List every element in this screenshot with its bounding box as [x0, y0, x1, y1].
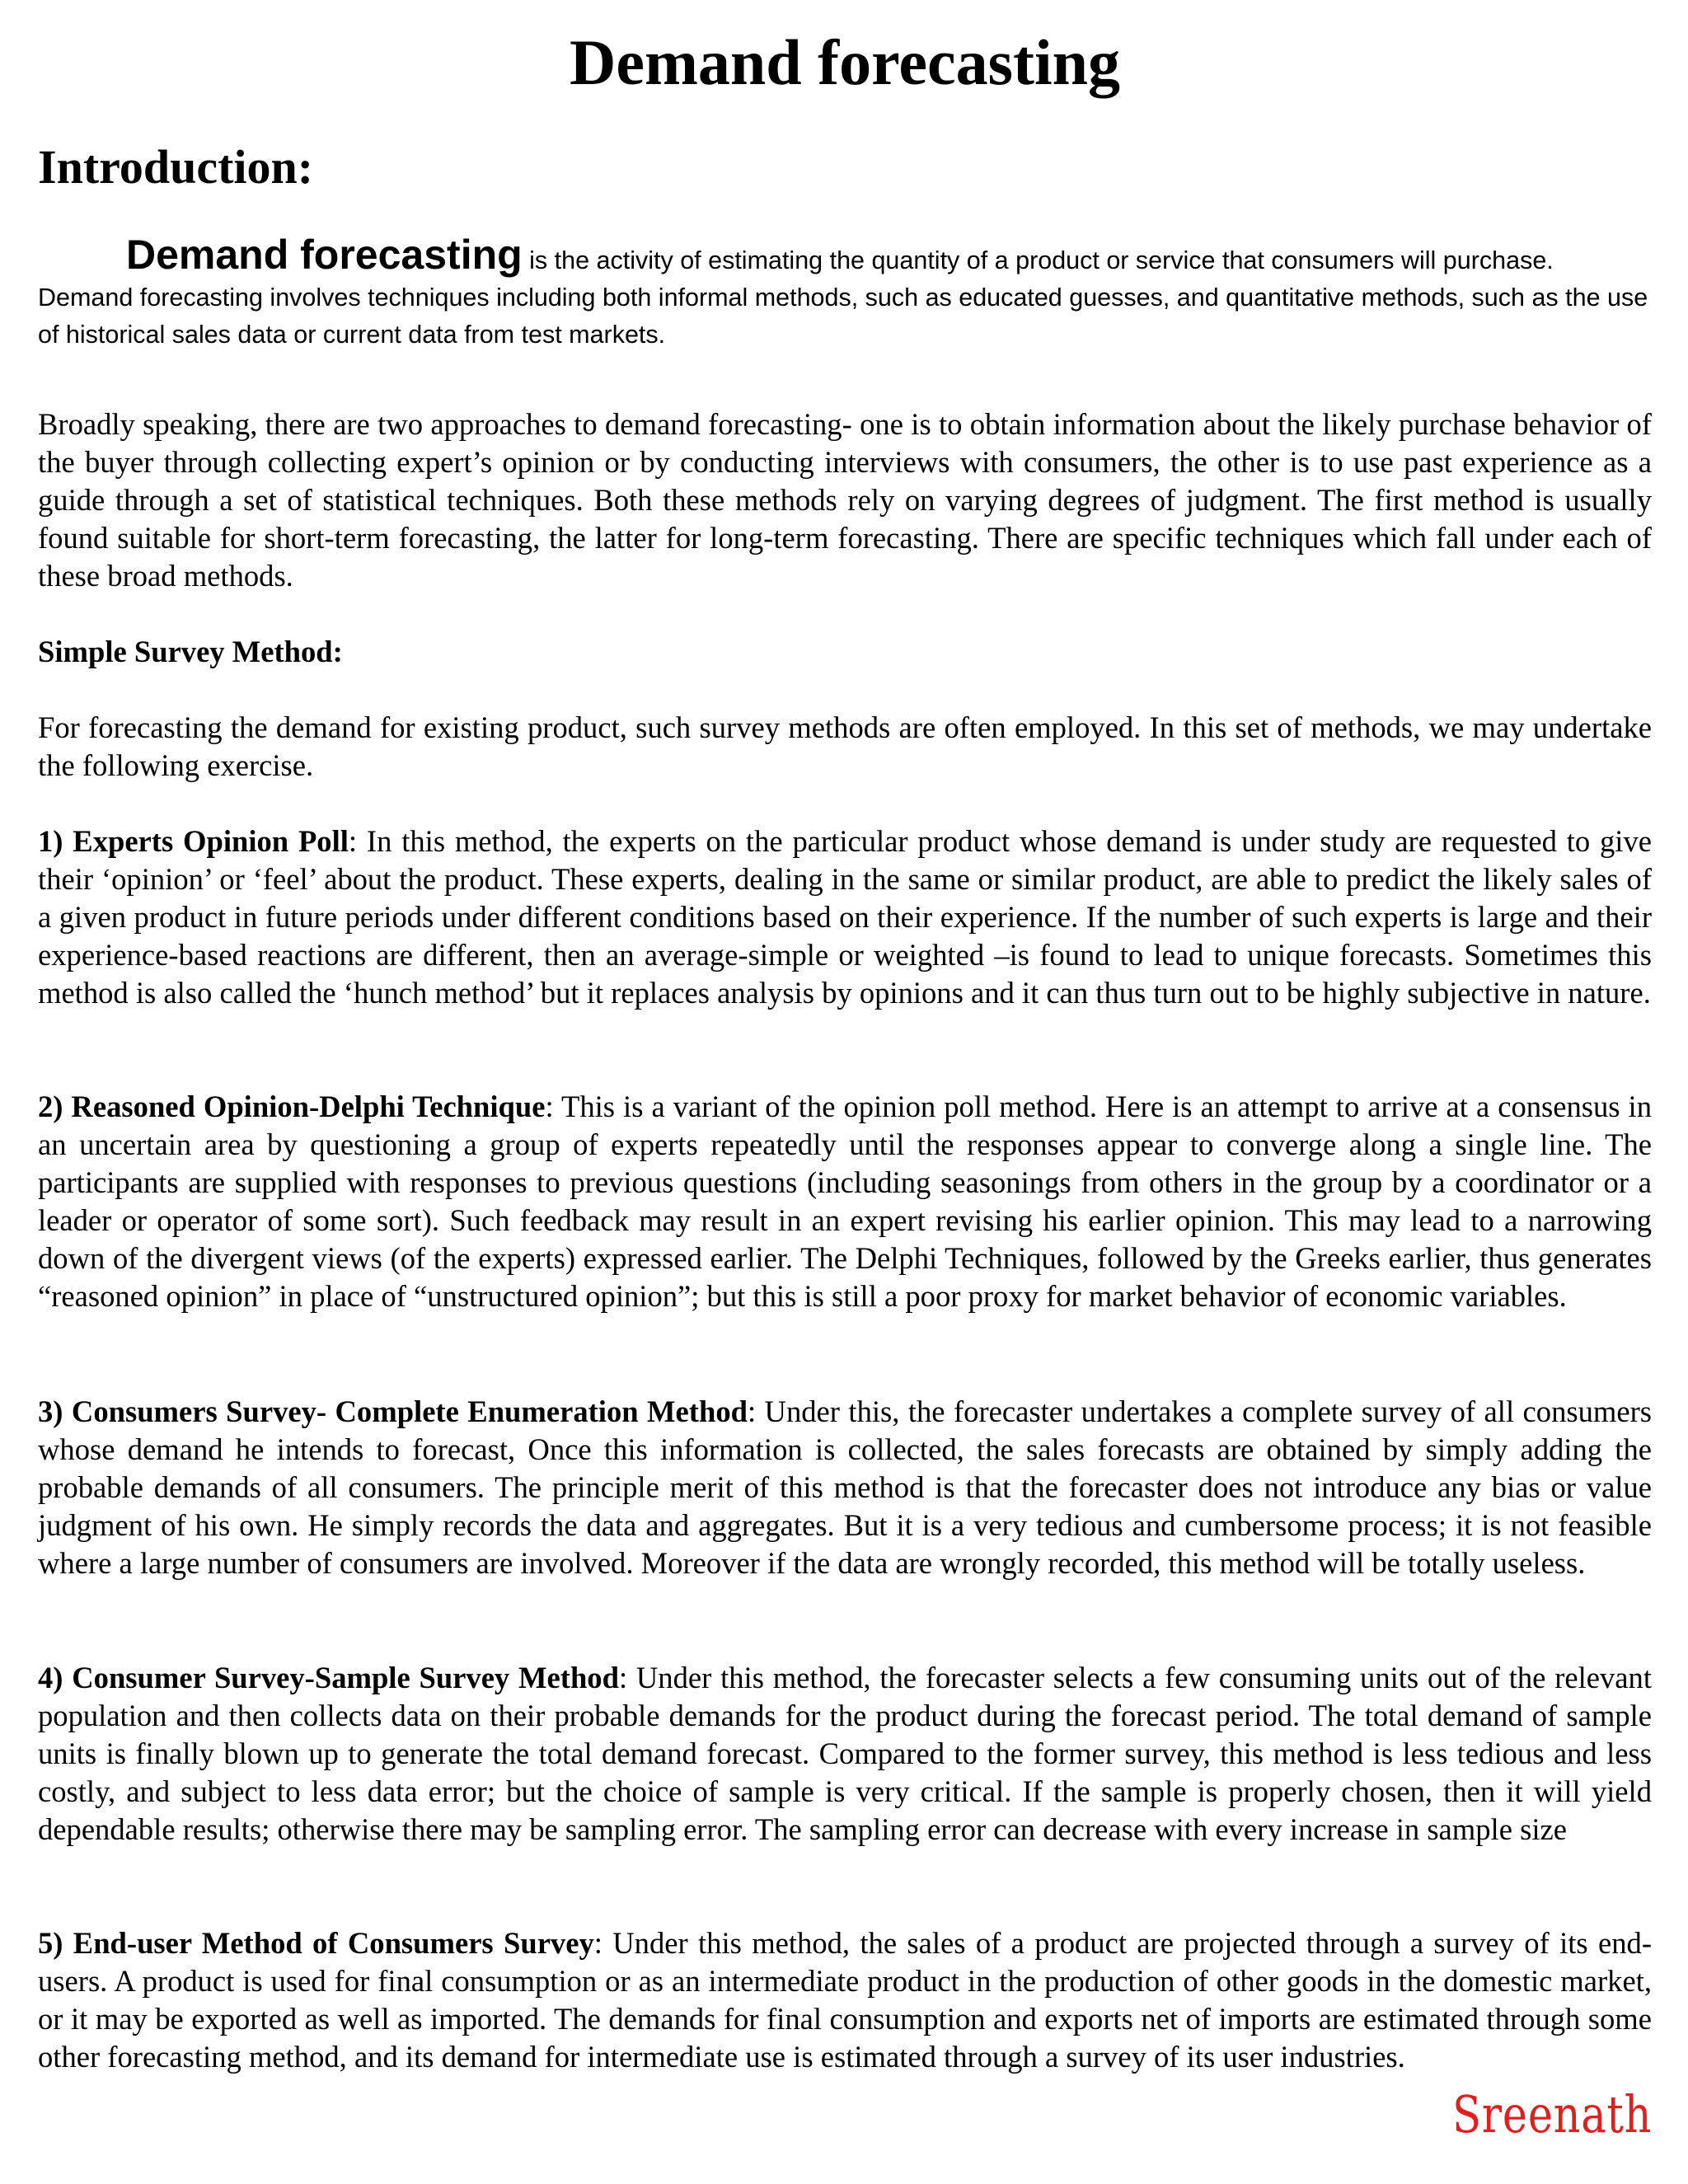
- method-text: : Under this, the forecaster undertakes a complete survey of all consumers whose demand he intends to forecast, Once this information is collected, the sales forecasts are obtained by simply adding the probable demands of all consumers. The principle merit of this method is that the forecaster does not introduce any bias or value judgment of his own. He simply records the data and aggregates. But it is a very tedious and cumbersome process; it is not feasible where a large number of consumers are involved. Moreover if the data are wrongly recorded, this method will be totally useless.: [38, 1394, 1652, 1580]
- method-text: : Under this method, the forecaster selects a few consuming units out of the relevant population and then collects data on their probable demands for the product during the forecast period. The total demand of sample units is finally blown up to generate the total demand forecast. Compared to the former survey, this method is less tedious and less costly, and subject to less data error; but the choice of sample is very critical. If the sample is properly chosen, then it will yield dependable results; otherwise there may be sampling error. The sampling error can decrease with every increase in sample size: [38, 1661, 1652, 1846]
- introduction-paragraph: [38, 234, 1652, 354]
- method-title: 1) Experts Opinion Poll: [38, 824, 349, 858]
- method-title: 3) Consumers Survey- Complete Enumeration Method: [38, 1394, 748, 1428]
- introduction-text: is the activity of estimating the quantity of a product or service that consumers will purchase. Demand forecasting involves techniques including both informal methods, such as educated guesses, and quantitative methods, such as the use of historical sales data or current data from test markets.: [38, 246, 1648, 349]
- method-title: 5) End-user Method of Consumers Survey: [38, 1926, 594, 1960]
- approaches-paragraph: Broadly speaking, there are two approaches to demand forecasting- one is to obtain information about the likely purchase behavior of the buyer through collecting expert’s opinion or by conducting interviews with consumers, the other is to use past experience as a guide through a set of statistical techniques. Both these methods rely on varying degrees of judgment. The first method is usually found suitable for short-term forecasting, the latter for long-term forecasting. There are specific techniques which fall under each of these broad methods.: [38, 407, 1652, 593]
- survey-intro-paragraph: For forecasting the demand for existing product, such survey methods are often employed. In this set of methods, we may undertake the following exercise.: [38, 710, 1652, 782]
- introduction-heading: Introduction:: [38, 140, 314, 194]
- method-end-user: [38, 1924, 1652, 2076]
- method-experts-opinion-poll: [38, 823, 1652, 1012]
- method-complete-enumeration: [38, 1393, 1652, 1582]
- method-delphi-technique: [38, 1088, 1652, 1315]
- section-heading-simple-survey: Simple Survey Method:: [38, 635, 343, 668]
- method-title: 2) Reasoned Opinion-Delphi Technique: [38, 1090, 546, 1123]
- author-signature: Sreenath: [1451, 2084, 1652, 2144]
- introduction-lead-term: Demand forecasting: [126, 232, 523, 278]
- document-page: [38, 0, 1652, 2184]
- method-sample-survey: [38, 1659, 1652, 1849]
- page-title: Demand forecasting: [570, 26, 1120, 98]
- method-text: : In this method, the experts on the particular product whose demand is under study are requested to give their ‘opinion’ or ‘feel’ about the product. These experts, dealing in the same or similar product, are able to predict the likely sales of a given product in future periods under different conditions based on their experience. If the number of such experts is large and their experience-based reactions are different, then an average-simple or weighted –is found to lead to unique forecasts. Sometimes this method is also called the ‘hunch method’ but it replaces analysis by opinions and it can thus turn out to be highly subjective in nature.: [38, 824, 1652, 1010]
- method-title: 4) Consumer Survey-Sample Survey Method: [38, 1661, 619, 1694]
- method-text: : This is a variant of the opinion poll method. Here is an attempt to arrive at a consensus in an uncertain area by questioning a group of experts repeatedly until the responses appear to converge along a single line. The participants are supplied with responses to previous questions (including seasonings from others in the group by a coordinator or a leader or operator of some sort). Such feedback may result in an expert revising his earlier opinion. This may lead to a narrowing down of the divergent views (of the experts) expressed earlier. The Delphi Techniques, followed by the Greeks earlier, thus generates “reasoned opinion” in place of “unstructured opinion”; but this is still a poor proxy for market behavior of economic variables.: [38, 1090, 1653, 1313]
- method-text: : Under this method, the sales of a product are projected through a survey of its end-users. A product is used for final consumption or as an intermediate product in the production of other goods in the domestic market, or it may be exported as well as imported. The demands for final consumption and exports net of imports are estimated through some other forecasting method, and its demand for intermediate use is estimated through a survey of its user industries.: [38, 1926, 1652, 2074]
